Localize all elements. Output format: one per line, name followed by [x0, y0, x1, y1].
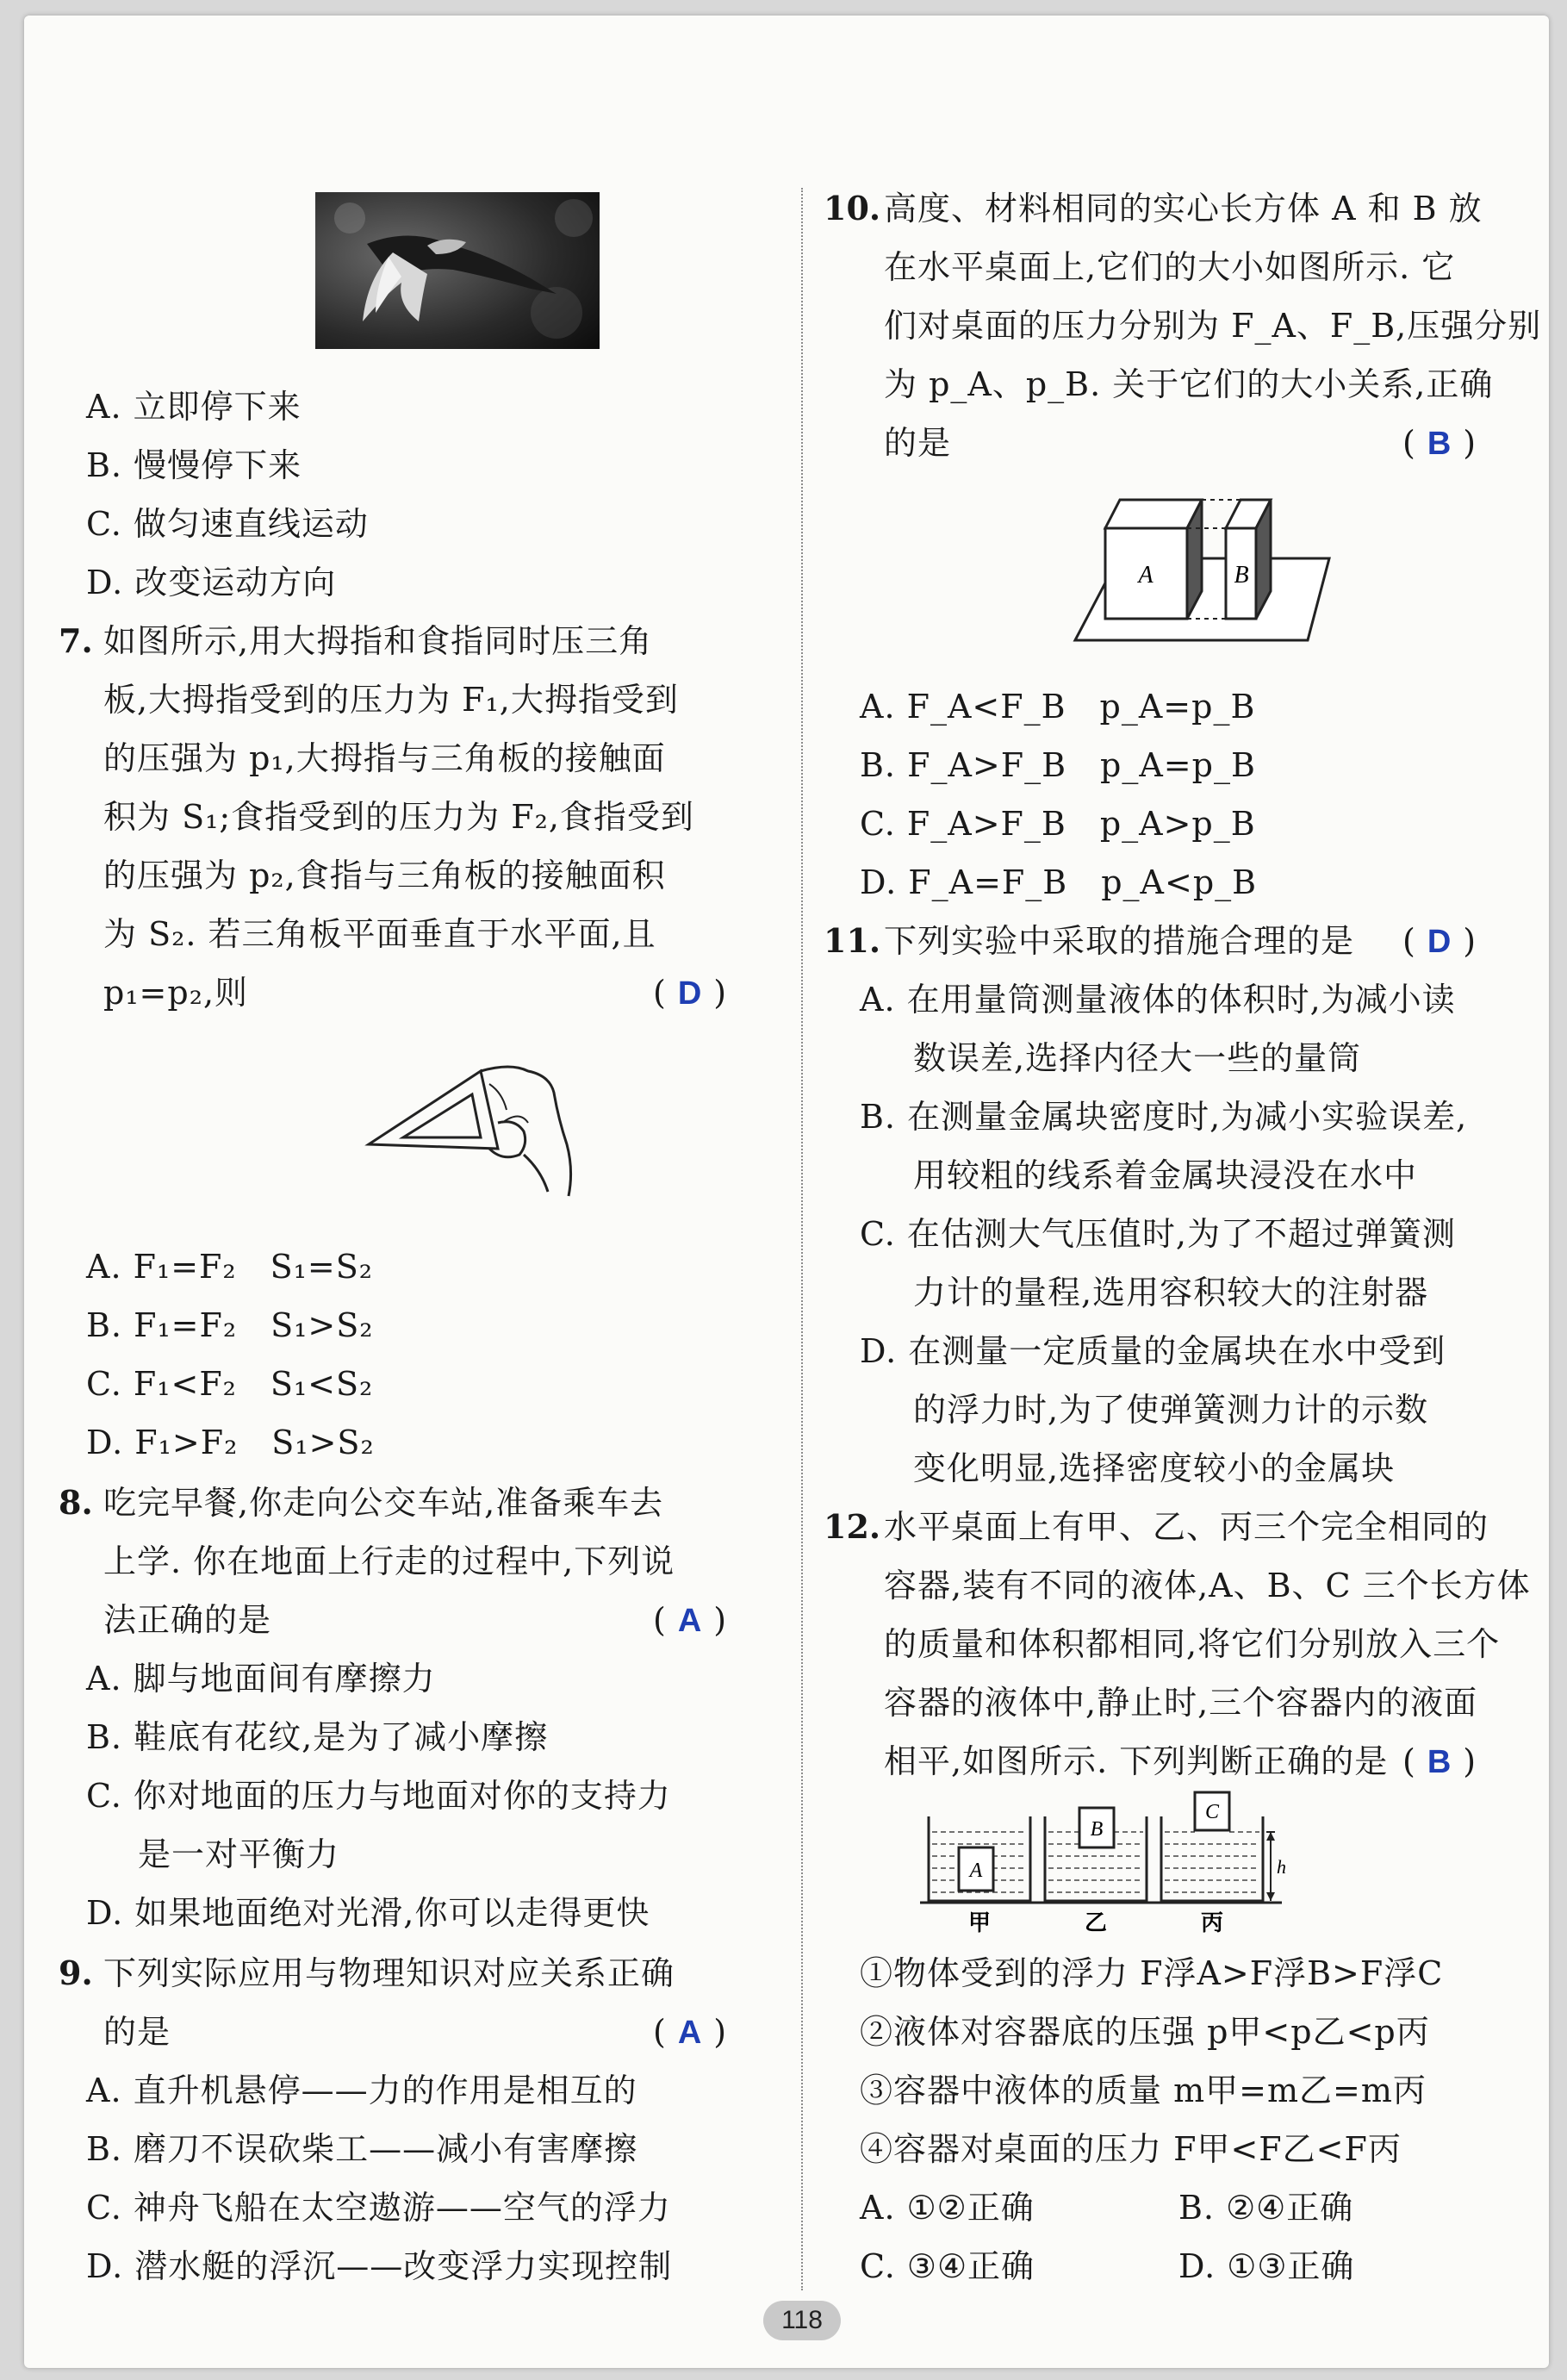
- q11-option-c-cont: 力计的量程,选用容积较大的注射器: [913, 1274, 1429, 1311]
- q10-answer: ( B ): [1402, 424, 1477, 462]
- q7-stem-line: p₁=p₂,则: [103, 974, 249, 1012]
- q12-stem-line: 容器的液体中,静止时,三个容器内的液面: [884, 1684, 1478, 1722]
- q12-option-a: A. ①②正确: [860, 2189, 1035, 2227]
- q10-option-c: C. F_A>F_B p_A>p_B: [860, 805, 1256, 843]
- q10-option-d: D. F_A=F_B p_A<p_B: [860, 863, 1258, 901]
- q8-stem-line: 上学. 你在地面上行走的过程中,下列说: [103, 1542, 675, 1580]
- q9-option-d: D. 潜水艇的浮沉——改变浮力实现控制: [86, 2247, 673, 2285]
- q7-answer-letter: D: [677, 975, 702, 1012]
- q7-number: 7.: [59, 621, 93, 660]
- q12-stem-line: 水平桌面上有甲、乙、丙三个完全相同的: [884, 1508, 1489, 1546]
- container-yi-label: 乙: [1084, 1910, 1108, 1935]
- q12-answer-letter: B: [1427, 1744, 1452, 1780]
- q7-option-a: A. F₁=F₂ S₁=S₂: [86, 1248, 374, 1286]
- q8-answer-letter: A: [677, 1603, 702, 1639]
- q12-stem-line: 相平,如图所示. 下列判断正确的是: [884, 1742, 1389, 1780]
- q11-option-a-cont: 数误差,选择内径大一些的量筒: [913, 1039, 1362, 1077]
- q7-stem-line: 积为 S₁;食指受到的压力为 F₂,食指受到: [103, 798, 694, 836]
- q8-number: 8.: [59, 1483, 93, 1522]
- q6-option-c: C. 做匀速直线运动: [86, 505, 369, 543]
- q7-stem-line: 为 S₂. 若三角板平面垂直于水平面,且: [103, 915, 656, 953]
- q8-answer: ( A ): [653, 1601, 727, 1639]
- containers-figure: [920, 1791, 1286, 1937]
- q9-option-a: A. 直升机悬停——力的作用是相互的: [86, 2072, 637, 2109]
- q9-number: 9.: [59, 1953, 93, 1992]
- blocks-on-table-figure: [1066, 481, 1342, 653]
- q12-statement-2: ②液体对容器底的压强 p甲<p乙<p丙: [860, 2013, 1430, 2051]
- q7-stem-line: 的压强为 p₁,大拇指与三角板的接触面: [103, 739, 666, 777]
- triangle-ruler-figure: [351, 1041, 575, 1213]
- q12-statement-1: ①物体受到的浮力 F浮A>F浮B>F浮C: [860, 1954, 1444, 1992]
- q9-option-c: C. 神舟飞船在太空遨游——空气的浮力: [86, 2189, 671, 2227]
- q8-option-d: D. 如果地面绝对光滑,你可以走得更快: [86, 1894, 650, 1932]
- q7-option-c: C. F₁<F₂ S₁<S₂: [86, 1365, 374, 1403]
- q10-stem-line: 在水平桌面上,它们的大小如图所示. 它: [884, 248, 1456, 286]
- q10-stem-line: 高度、材料相同的实心长方体 A 和 B 放: [884, 190, 1483, 227]
- q9-answer-letter: A: [677, 2015, 702, 2051]
- q10-answer-letter: B: [1427, 426, 1452, 462]
- q10-option-a: A. F_A<F_B p_A=p_B: [860, 688, 1256, 726]
- block-b-label: B: [1234, 562, 1249, 589]
- q7-option-b: B. F₁=F₂ S₁>S₂: [86, 1306, 374, 1344]
- q11-option-d-cont: 的浮力时,为了使弹簧测力计的示数: [913, 1391, 1429, 1429]
- q10-stem-line: 为 p_A、p_B. 关于它们的大小关系,正确: [884, 365, 1494, 403]
- q12-option-c: C. ③④正确: [860, 2247, 1035, 2285]
- q11-option-b-cont: 用较粗的线系着金属块浸没在水中: [913, 1156, 1418, 1194]
- q8-option-a: A. 脚与地面间有摩擦力: [86, 1660, 436, 1698]
- q10-stem-line: 的是: [884, 424, 952, 462]
- q10-number: 10.: [824, 189, 881, 227]
- q8-option-c: C. 你对地面的压力与地面对你的支持力: [86, 1777, 671, 1815]
- q9-option-b: B. 磨刀不误砍柴工——减小有害摩擦: [86, 2130, 638, 2168]
- textbook-page: [24, 16, 1549, 2368]
- q9-stem-line: 的是: [103, 2013, 171, 2051]
- q11-option-c: C. 在估测大气压值时,为了不超过弹簧测: [860, 1215, 1456, 1253]
- q12-stem-line: 容器,装有不同的液体,A、B、C 三个长方体: [884, 1567, 1531, 1604]
- q9-stem-line: 下列实际应用与物理知识对应关系正确: [103, 1954, 675, 1992]
- q11-stem-line: 下列实验中采取的措施合理的是: [884, 922, 1355, 960]
- q10-option-b: B. F_A>F_B p_A=p_B: [860, 746, 1256, 784]
- q12-statement-3: ③容器中液体的质量 m甲=m乙=m丙: [860, 2072, 1427, 2109]
- q12-statement-4: ④容器对桌面的压力 F甲<F乙<F丙: [860, 2130, 1402, 2168]
- q7-option-d: D. F₁>F₂ S₁>S₂: [86, 1424, 375, 1461]
- container-jia-label: 甲: [967, 1910, 992, 1935]
- q8-option-c-cont: 是一对平衡力: [138, 1835, 340, 1873]
- q12-option-b: B. ②④正确: [1178, 2189, 1354, 2227]
- block-a-label: A: [1138, 562, 1153, 589]
- q8-stem-line: 法正确的是: [103, 1601, 272, 1639]
- block-c-label: C: [1204, 1801, 1220, 1823]
- q12-number: 12.: [824, 1507, 881, 1546]
- page-number: 118: [763, 2301, 841, 2340]
- q6-option-a: A. 立即停下来: [86, 388, 302, 426]
- q7-stem-line: 的压强为 p₂,食指与三角板的接触面积: [103, 857, 666, 894]
- q12-stem-line: 的质量和体积都相同,将它们分别放入三个: [884, 1625, 1501, 1663]
- q7-stem-line: 如图所示,用大拇指和食指同时压三角: [103, 622, 653, 660]
- eagle-photo: [315, 192, 600, 349]
- q10-stem-line: 们对桌面的压力分别为 F_A、F_B,压强分别: [884, 307, 1542, 345]
- q7-stem-line: 板,大拇指受到的压力为 F₁,大拇指受到: [103, 681, 679, 719]
- q6-option-b: B. 慢慢停下来: [86, 446, 302, 484]
- q11-answer-letter: D: [1427, 924, 1452, 960]
- q9-answer: ( A ): [653, 2013, 727, 2051]
- q8-stem-line: 吃完早餐,你走向公交车站,准备乘车去: [103, 1484, 664, 1522]
- height-label: h: [1277, 1856, 1286, 1878]
- container-bing-label: 丙: [1200, 1910, 1224, 1935]
- q11-number: 11.: [824, 921, 881, 960]
- column-divider: [801, 188, 803, 2290]
- q12-answer: ( B ): [1402, 1742, 1477, 1780]
- block-a-label: A: [969, 1860, 983, 1882]
- q8-option-b: B. 鞋底有花纹,是为了减小摩擦: [86, 1718, 549, 1756]
- q11-option-d: D. 在测量一定质量的金属块在水中受到: [860, 1332, 1446, 1370]
- q11-option-b: B. 在测量金属块密度时,为减小实验误差,: [860, 1098, 1468, 1136]
- q11-option-d-cont: 变化明显,选择密度较小的金属块: [913, 1449, 1396, 1487]
- block-b-label: B: [1090, 1818, 1104, 1841]
- q11-answer: ( D ): [1402, 922, 1477, 960]
- q6-option-d: D. 改变运动方向: [86, 564, 337, 601]
- q11-option-a: A. 在用量筒测量液体的体积时,为减小读: [860, 981, 1456, 1019]
- q7-answer: ( D ): [653, 974, 727, 1012]
- q12-option-d: D. ①③正确: [1178, 2247, 1355, 2285]
